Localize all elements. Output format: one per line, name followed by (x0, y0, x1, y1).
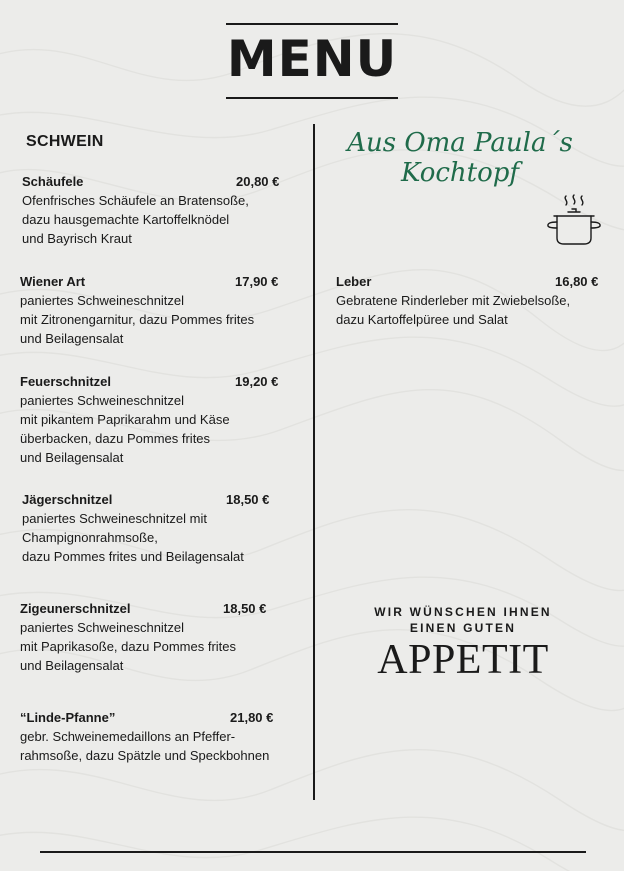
dish-description: und Beilagensalat (20, 450, 124, 465)
dish-description: und Bayrisch Kraut (22, 231, 132, 246)
dish-description: Ofenfrisches Schäufele an Bratensoße, (22, 193, 249, 208)
dish-description: paniertes Schweineschnitzel (20, 293, 185, 308)
dish-price: 19,20 € (235, 374, 279, 389)
dish-description: Gebratene Rinderleber mit Zwiebelsoße, (336, 293, 571, 308)
appetit-heading: APPETIT (377, 637, 549, 683)
dish-name: Zigeunerschnitzel (20, 601, 131, 616)
dish-name: Schäufele (22, 174, 84, 189)
dish-description: paniertes Schweineschnitzel (20, 393, 185, 408)
dish-description: und Beilagensalat (20, 658, 124, 673)
closing-wish-line2: EINEN GUTEN (409, 621, 517, 635)
dish-description: dazu Pommes frites und Beilagensalat (22, 549, 244, 564)
cooking-pot-icon (544, 194, 604, 248)
page-title: MENU (226, 30, 398, 88)
dish-name: Feuerschnitzel (20, 374, 112, 389)
dish-item (20, 272, 290, 348)
dish-price: 16,80 € (555, 274, 599, 289)
dish-description: mit Zitronengarnitur, dazu Pommes frites (20, 312, 255, 327)
dish-description: paniertes Schweineschnitzel (20, 620, 185, 635)
dish-description: und Beilagensalat (20, 331, 124, 346)
script-heading-line1: Aus Oma Paula´s (347, 128, 573, 158)
title-bottom-rule (226, 97, 398, 99)
script-heading-line2: Kochtopf (400, 158, 520, 188)
footer-rule (40, 851, 586, 853)
dish-price: 18,50 € (223, 601, 267, 616)
dish-price: 21,80 € (230, 710, 274, 725)
dish-description: dazu hausgemachte Kartoffelknödel (22, 212, 230, 227)
dish-description: Champignonrahmsoße, (22, 530, 158, 545)
dish-description: überbacken, dazu Pommes frites (20, 431, 211, 446)
dish-item (336, 272, 606, 329)
dish-name: Leber (336, 274, 372, 289)
section-heading: SCHWEIN (26, 133, 104, 150)
dish-price: 20,80 € (236, 174, 280, 189)
column-divider (313, 124, 315, 800)
dish-description: mit pikantem Paprikarahm und Käse (20, 412, 230, 427)
dish-item (20, 372, 290, 467)
dish-description: gebr. Schweinemedaillons an Pfeffer- (20, 729, 236, 744)
dish-description: mit Paprikasoße, dazu Pommes frites (20, 639, 237, 654)
dish-item (20, 708, 300, 765)
dish-name: Jägerschnitzel (22, 492, 113, 507)
dish-description: paniertes Schweineschnitzel mit (22, 511, 207, 526)
dish-description: rahmsoße, dazu Spätzle und Speckbohnen (20, 748, 270, 763)
dish-item (20, 599, 290, 675)
dish-name: “Linde-Pfanne” (20, 710, 116, 725)
dish-name: Wiener Art (20, 274, 86, 289)
closing-wish-line1: WIR WÜNSCHEN IHNEN (374, 605, 552, 619)
title-top-rule (226, 23, 398, 25)
dish-item (22, 490, 292, 566)
script-heading (335, 128, 585, 188)
dish-description: dazu Kartoffelpüree und Salat (336, 312, 508, 327)
dish-item (22, 172, 290, 248)
dish-price: 17,90 € (235, 274, 279, 289)
dish-price: 18,50 € (226, 492, 270, 507)
